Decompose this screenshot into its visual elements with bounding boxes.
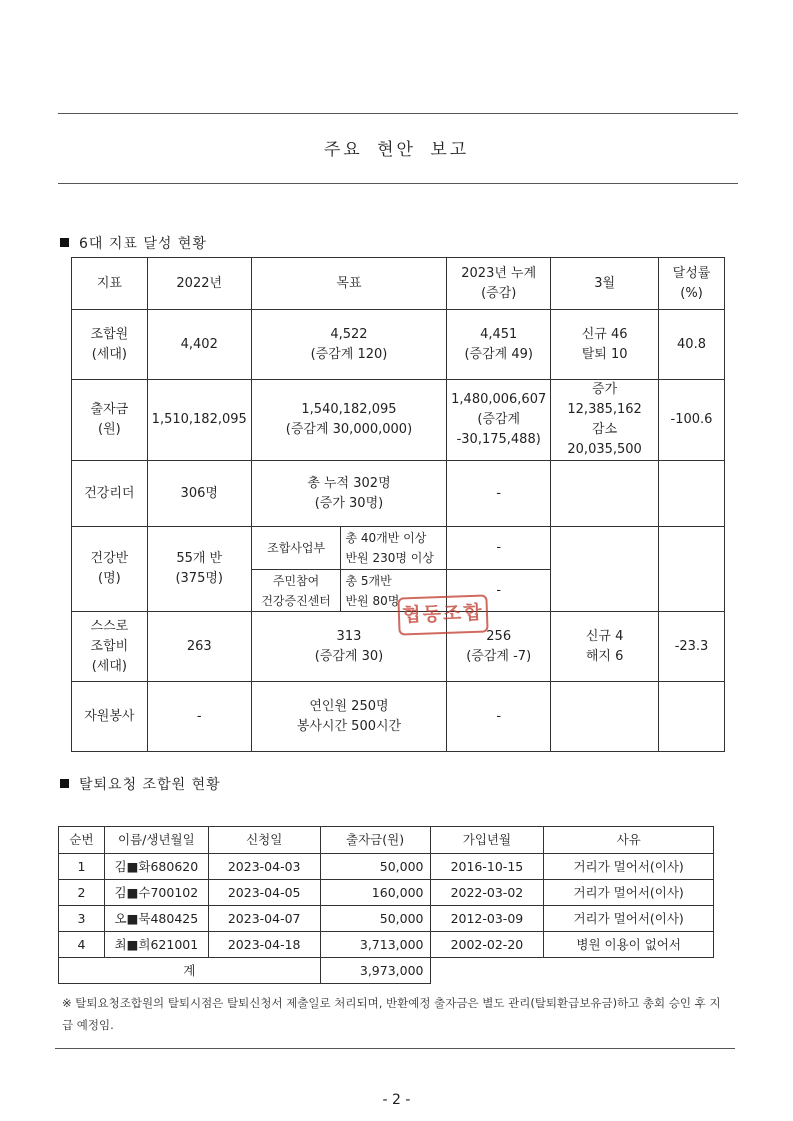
- total-row: [59, 958, 714, 984]
- target-value: 총 누적 302명 (증가 30명): [251, 461, 447, 527]
- reason-cell: 거리가 멀어서(이사): [544, 906, 714, 932]
- header-cell: 이름/생년월일: [104, 827, 208, 854]
- cumulative-value: -: [447, 682, 551, 752]
- amount-cell: 50,000: [320, 854, 430, 880]
- header-cell: 출자금(원): [320, 827, 430, 854]
- cumulative-value: -: [447, 527, 551, 570]
- target-value: 4,522 (증감계 120): [251, 310, 447, 380]
- header-cell: 2022년: [147, 258, 251, 310]
- request-date-cell: 2023-04-07: [208, 906, 320, 932]
- request-date-cell: 2023-04-18: [208, 932, 320, 958]
- value-2022: 306명: [147, 461, 251, 527]
- header-cell: 사유: [544, 827, 714, 854]
- seq-cell: 3: [59, 906, 105, 932]
- achievement-rate: [659, 461, 725, 527]
- name-cell: 김■화680620: [104, 854, 208, 880]
- amount-cell: 3,713,000: [320, 932, 430, 958]
- top-rule: [58, 113, 738, 114]
- achievement-rate: [659, 682, 725, 752]
- cumulative-value: 1,480,006,607 (증감계 -30,175,488): [447, 380, 551, 461]
- target-value: 연인원 250명 봉사시간 500시간: [251, 682, 447, 752]
- empty-cell: [430, 958, 714, 984]
- indicator-row-health-class: [72, 527, 725, 570]
- name-cell: 김■수700102: [104, 880, 208, 906]
- target-sub-label: 조합사업부: [251, 527, 341, 570]
- header-cell: 지표: [72, 258, 148, 310]
- march-value: 신규 4 해지 6: [551, 612, 659, 682]
- reason-cell: 거리가 멀어서(이사): [544, 880, 714, 906]
- cumulative-value: 256 (증감계 -7): [447, 612, 551, 682]
- header-cell: 목표: [251, 258, 447, 310]
- footnote: ※ 탈퇴요청조합원의 탈퇴시점은 탈퇴신청서 제출일로 처리되며, 반환예정 출자금은 별도 관리(탈퇴환급보유금)하고 총회 승인 후 지급 예정임.: [62, 996, 721, 1032]
- page-title: 주요 현안 보고: [323, 140, 470, 160]
- cumulative-value: -: [447, 461, 551, 527]
- cumulative-value: -: [447, 570, 551, 612]
- indicator-label: 출자금 (원): [72, 380, 148, 461]
- value-2022: 4,402: [147, 310, 251, 380]
- target-sub-label: 주민참여 건강증진센터: [251, 570, 341, 612]
- table-row: [59, 880, 714, 906]
- indicator-row-volunteer: [72, 682, 725, 752]
- table-row: [59, 854, 714, 880]
- target-sub-value: 총 40개반 이상 반원 230명 이상: [341, 527, 447, 570]
- indicator-label: 조합원 (세대): [72, 310, 148, 380]
- join-date-cell: 2016-10-15: [430, 854, 544, 880]
- header-cell: 3월: [551, 258, 659, 310]
- reason-cell: 병원 이용이 없어서: [544, 932, 714, 958]
- section2-title: 탈퇴요청 조합원 현황: [79, 777, 221, 793]
- header-cell: 2023년 누계 (증감): [447, 258, 551, 310]
- square-bullet-icon: [60, 779, 69, 788]
- target-sub-value: 총 5개반 반원 80명: [341, 570, 447, 612]
- table-row: [59, 906, 714, 932]
- indicator-header-row: [72, 258, 725, 310]
- seq-cell: 4: [59, 932, 105, 958]
- withdrawal-header-row: [59, 827, 714, 854]
- indicator-row-members: [72, 310, 725, 380]
- achievement-rate: [659, 527, 725, 612]
- value-2022: 263: [147, 612, 251, 682]
- achievement-rate: -100.6: [659, 380, 725, 461]
- name-cell: 최■희621001: [104, 932, 208, 958]
- join-date-cell: 2022-03-02: [430, 880, 544, 906]
- join-date-cell: 2002-02-20: [430, 932, 544, 958]
- title-rule: [58, 183, 738, 184]
- march-value: [551, 461, 659, 527]
- indicator-row-capital: [72, 380, 725, 461]
- cooperative-seal-stamp: 협동조합: [397, 594, 488, 635]
- total-amount: 3,973,000: [320, 958, 430, 984]
- seq-cell: 2: [59, 880, 105, 906]
- withdrawal-table: [58, 826, 714, 984]
- march-value: [551, 682, 659, 752]
- amount-cell: 50,000: [320, 906, 430, 932]
- value-2022: 55개 반 (375명): [147, 527, 251, 612]
- section1-heading: [60, 233, 207, 253]
- reason-cell: 거리가 멀어서(이사): [544, 854, 714, 880]
- value-2022: 1,510,182,095: [147, 380, 251, 461]
- section2-heading: [60, 774, 221, 794]
- header-cell: 순번: [59, 827, 105, 854]
- join-date-cell: 2012-03-09: [430, 906, 544, 932]
- indicator-label: 건강리더: [72, 461, 148, 527]
- page-number: - 2 -: [382, 1092, 411, 1108]
- header-cell: 달성률 (%): [659, 258, 725, 310]
- target-value: 1,540,182,095 (증감계 30,000,000): [251, 380, 447, 461]
- request-date-cell: 2023-04-05: [208, 880, 320, 906]
- indicator-label: 자원봉사: [72, 682, 148, 752]
- request-date-cell: 2023-04-03: [208, 854, 320, 880]
- achievement-rate: 40.8: [659, 310, 725, 380]
- achievement-rate: -23.3: [659, 612, 725, 682]
- march-value: 증가 12,385,162 감소 20,035,500: [551, 380, 659, 461]
- header-cell: 신청일: [208, 827, 320, 854]
- square-bullet-icon: [60, 238, 69, 247]
- seq-cell: 1: [59, 854, 105, 880]
- march-value: [551, 527, 659, 612]
- cumulative-value: 4,451 (증감계 49): [447, 310, 551, 380]
- indicator-label: 스스로 조합비 (세대): [72, 612, 148, 682]
- name-cell: 오■묵480425: [104, 906, 208, 932]
- march-value: 신규 46 탈퇴 10: [551, 310, 659, 380]
- header-cell: 가입년월: [430, 827, 544, 854]
- section1-title: 6대 지표 달성 현황: [79, 236, 207, 252]
- bottom-rule: [55, 1048, 735, 1049]
- table-row: [59, 932, 714, 958]
- total-label: 계: [59, 958, 321, 984]
- target-value: 313 (증감계 30): [251, 612, 447, 682]
- indicator-row-health-leader: [72, 461, 725, 527]
- value-2022: -: [147, 682, 251, 752]
- indicator-label: 건강반 (명): [72, 527, 148, 612]
- amount-cell: 160,000: [320, 880, 430, 906]
- indicator-table: [71, 257, 725, 752]
